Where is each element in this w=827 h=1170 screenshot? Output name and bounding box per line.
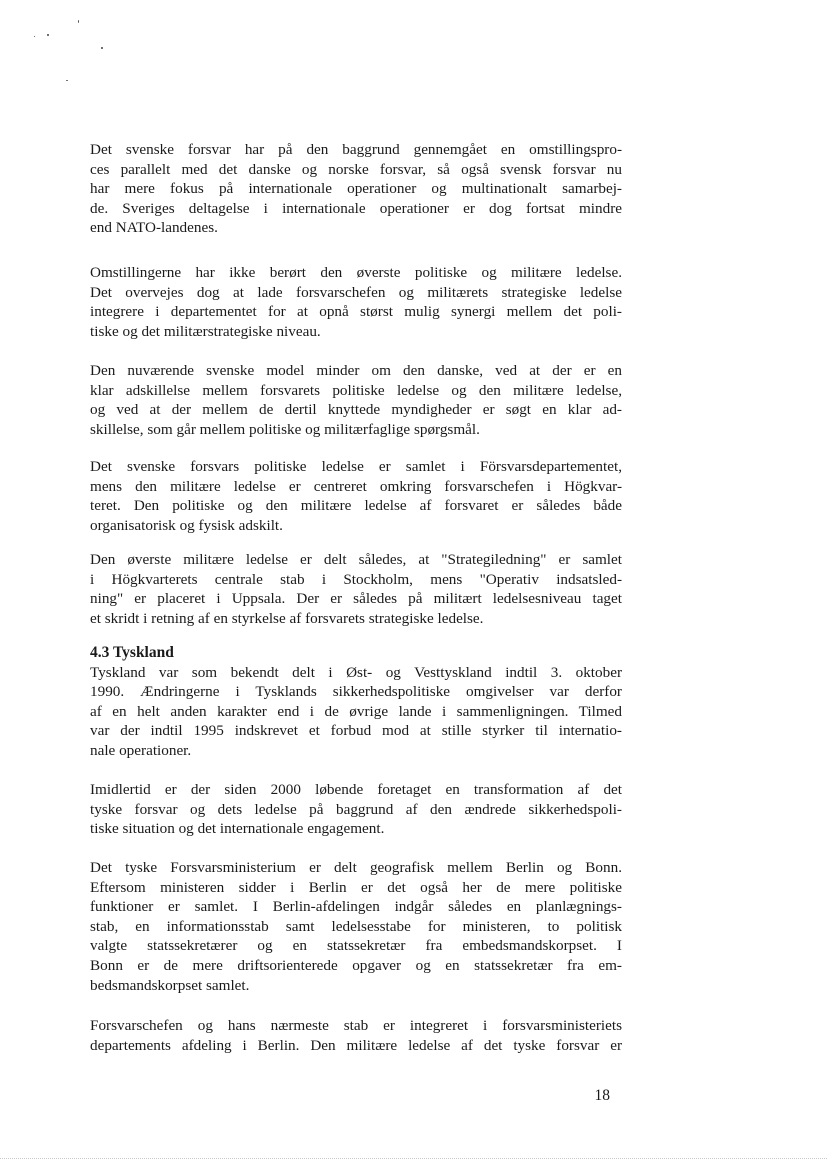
text-line: stab, en informationsstab samt ledelsesstabe for ministeren, to politisk	[90, 917, 622, 935]
text-line: var der indtil 1995 indskrevet et forbud mod at stille styrker til internatio-	[90, 722, 622, 740]
scan-speck	[47, 34, 49, 36]
text-line: tyske forsvar og dets ledelse på baggrund af den ændrede sikkerhedspoli-	[90, 800, 622, 818]
text-line: af en helt anden karakter end i de øvrige lande i sammenligningen. Tilmed	[90, 702, 622, 720]
text-line: valgte statssekretærer og en statssekretær fra embedsmandskorpset. I	[90, 937, 622, 955]
text-line: teret. Den politiske og den militære ledelse af forsvaret er således både	[90, 497, 622, 515]
text-line: Tyskland var som bekendt delt i Øst- og Vesttyskland indtil 3. oktober	[90, 663, 622, 681]
text-line: end NATO-landenes.	[90, 219, 218, 237]
text-line: Omstillingerne har ikke berørt den øverste politiske og militære ledelse.	[90, 264, 622, 281]
text-line: de. Sveriges deltagelse i internationale operationer er dog fortsat mindre	[90, 199, 622, 217]
text-line: mens den militære ledelse er centreret omkring forsvarschefen i Högkvar-	[90, 477, 622, 495]
text-line: Den øverste militære ledelse er delt således, at "Strategiledning" er samlet	[90, 551, 622, 568]
text-line: Eftersom ministeren sidder i Berlin er det også her de mere politiske	[90, 878, 622, 896]
scan-edge-divider	[0, 1158, 827, 1159]
text-line: organisatorisk og fysisk adskilt.	[90, 516, 283, 534]
section-tyskland	[90, 643, 622, 761]
scan-speck	[34, 36, 35, 37]
scan-speck	[78, 20, 79, 23]
text-line: Imidlertid er der siden 2000 løbende foretaget en transformation af det	[90, 781, 622, 798]
text-line: klar adskillelse mellem forsvarets politiske ledelse og den militære ledelse,	[90, 381, 622, 399]
text-line: Det svenske forsvar har på den baggrund gennemgået en omstillingspro-	[90, 141, 622, 158]
paragraph	[90, 263, 622, 341]
section-heading: 4.3 Tyskland	[90, 644, 174, 661]
text-line: ning" er placeret i Uppsala. Der er således på militært ledelsesniveau taget	[90, 590, 622, 608]
paragraph	[90, 550, 622, 628]
text-line: integrere i departementet for at opnå størst mulig synergi mellem det poli-	[90, 303, 622, 321]
text-line: Det svenske forsvars politiske ledelse er samlet i Försvarsdepartementet,	[90, 458, 622, 475]
scan-speck	[66, 80, 68, 81]
paragraph	[90, 140, 622, 238]
text-line: og ved at der mellem de dertil knyttede myndigheder er søgt en klar ad-	[90, 401, 622, 419]
text-line: et skridt i retning af en styrkelse af forsvarets strategiske ledelse.	[90, 609, 484, 627]
paragraph	[90, 780, 622, 839]
text-line: departements afdeling i Berlin. Den militære ledelse af det tyske forsvar er	[90, 1036, 622, 1054]
text-line: ces parallelt med det danske og norske forsvar, så også svensk forsvar nu	[90, 160, 622, 178]
paragraph	[90, 1016, 622, 1055]
text-line: tiske og det militærstrategiske niveau.	[90, 322, 321, 340]
text-line: skillelse, som går mellem politiske og militærfaglige spørgsmål.	[90, 420, 480, 438]
paragraph	[90, 361, 622, 439]
text-line: Det tyske Forsvarsministerium er delt geografisk mellem Berlin og Bonn.	[90, 859, 622, 876]
text-line: Bonn er de mere driftsorienterede opgaver og en statssekretær fra em-	[90, 956, 622, 974]
page-number: 18	[594, 1087, 610, 1104]
paragraph	[90, 457, 622, 535]
text-line: bedsmandskorpset samlet.	[90, 976, 250, 994]
text-line: Forsvarschefen og hans nærmeste stab er integreret i forsvarsministeriets	[90, 1017, 622, 1034]
text-line: har mere fokus på internationale operationer og multinationalt samarbej-	[90, 180, 622, 198]
text-line: nale operationer.	[90, 741, 192, 759]
text-line: 1990. Ændringerne i Tysklands sikkerhedspolitiske omgivelser var derfor	[90, 683, 622, 701]
text-line: funktioner er samlet. I Berlin-afdelingen indgår således en planlægnings-	[90, 898, 622, 916]
text-line: Det overvejes dog at lade forsvarschefen og militærets strategiske ledelse	[90, 283, 622, 301]
paragraph	[90, 858, 622, 995]
text-line: Den nuværende svenske model minder om den danske, ved at der er en	[90, 362, 622, 379]
scan-speck	[101, 47, 103, 49]
text-line: tiske situation og det internationale engagement.	[90, 820, 385, 838]
text-line: i Högkvarterets centrale stab i Stockholm, mens "Operativ indsatsled-	[90, 570, 622, 588]
